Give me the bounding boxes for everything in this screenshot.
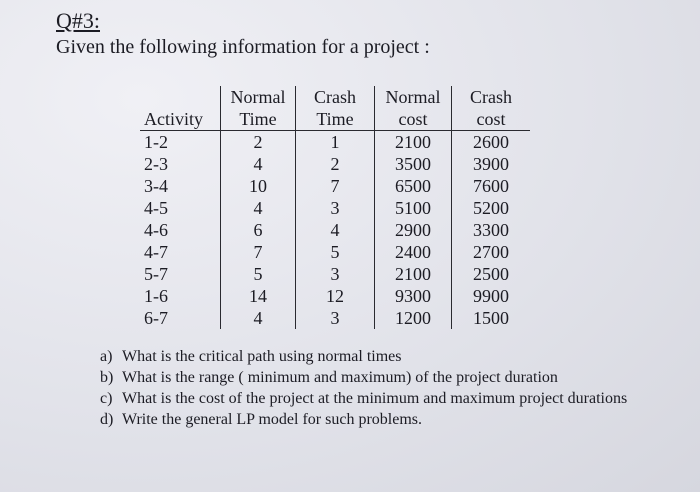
cell-normal-time: 5 bbox=[221, 263, 296, 285]
header-normal-cost: cost bbox=[375, 108, 452, 131]
header-activity: Activity bbox=[140, 108, 221, 131]
question-marker: d) bbox=[100, 411, 114, 428]
cell-normal-cost: 2100 bbox=[375, 131, 452, 154]
question-text: What is the critical path using normal times bbox=[122, 348, 402, 365]
cell-crash-time: 3 bbox=[296, 197, 375, 219]
cell-normal-time: 4 bbox=[221, 307, 296, 329]
table-row bbox=[140, 219, 530, 241]
question-item bbox=[100, 388, 627, 409]
table-row bbox=[140, 307, 530, 329]
cell-crash-time: 1 bbox=[296, 131, 375, 154]
cell-activity: 2-3 bbox=[144, 154, 168, 174]
question-label: Q#3: bbox=[56, 8, 100, 33]
question-marker: c) bbox=[100, 390, 113, 407]
cell-crash-cost: 3900 bbox=[452, 153, 531, 175]
table-row bbox=[140, 241, 530, 263]
header-top-activity bbox=[140, 86, 221, 108]
cell-crash-cost: 5200 bbox=[452, 197, 531, 219]
cell-normal-time: 10 bbox=[221, 175, 296, 197]
cell-activity: 1-6 bbox=[144, 286, 168, 306]
cell-activity: 1-2 bbox=[144, 132, 168, 152]
cell-normal-cost: 6500 bbox=[375, 175, 452, 197]
cell-normal-cost: 9300 bbox=[375, 285, 452, 307]
cell-crash-cost: 2700 bbox=[452, 241, 531, 263]
cell-normal-time: 2 bbox=[221, 131, 296, 154]
table-row bbox=[140, 131, 530, 154]
header-top-normal-time: Normal bbox=[221, 86, 296, 108]
cell-activity: 3-4 bbox=[144, 176, 168, 196]
cell-activity: 4-5 bbox=[144, 198, 168, 218]
cell-crash-cost: 2500 bbox=[452, 263, 531, 285]
cell-activity: 6-7 bbox=[144, 308, 168, 328]
header-top-crash-cost: Crash bbox=[452, 86, 531, 108]
table-header-row-bottom bbox=[140, 108, 530, 131]
question-marker: b) bbox=[100, 369, 114, 386]
cell-normal-cost: 2900 bbox=[375, 219, 452, 241]
cell-crash-time: 4 bbox=[296, 219, 375, 241]
table-body bbox=[140, 131, 530, 330]
table-row bbox=[140, 263, 530, 285]
question-list bbox=[100, 346, 627, 430]
question-text: Write the general LP model for such problems. bbox=[122, 411, 423, 428]
header-normal-time: Time bbox=[221, 108, 296, 131]
question-marker: a) bbox=[100, 348, 113, 365]
cell-crash-time: 2 bbox=[296, 153, 375, 175]
header-top-crash-time: Crash bbox=[296, 86, 375, 108]
cell-normal-cost: 1200 bbox=[375, 307, 452, 329]
cell-crash-time: 3 bbox=[296, 307, 375, 329]
cell-normal-time: 6 bbox=[221, 219, 296, 241]
question-item bbox=[100, 367, 627, 388]
table-row bbox=[140, 175, 530, 197]
cell-normal-cost: 5100 bbox=[375, 197, 452, 219]
cell-normal-cost: 2400 bbox=[375, 241, 452, 263]
question-text: What is the range ( minimum and maximum) of the project duration bbox=[122, 369, 558, 386]
project-table bbox=[140, 86, 530, 329]
cell-crash-time: 7 bbox=[296, 175, 375, 197]
cell-crash-time: 3 bbox=[296, 263, 375, 285]
cell-crash-time: 12 bbox=[296, 285, 375, 307]
header-crash-cost: cost bbox=[452, 108, 531, 131]
cell-normal-time: 4 bbox=[221, 197, 296, 219]
header-crash-time: Time bbox=[296, 108, 375, 131]
table-row bbox=[140, 285, 530, 307]
cell-normal-cost: 2100 bbox=[375, 263, 452, 285]
cell-crash-cost: 1500 bbox=[452, 307, 531, 329]
cell-normal-cost: 3500 bbox=[375, 153, 452, 175]
cell-crash-cost: 7600 bbox=[452, 175, 531, 197]
header-top-normal-cost: Normal bbox=[375, 86, 452, 108]
question-item bbox=[100, 346, 627, 367]
table-row bbox=[140, 197, 530, 219]
cell-normal-time: 7 bbox=[221, 241, 296, 263]
cell-crash-cost: 2600 bbox=[452, 131, 531, 154]
cell-activity: 5-7 bbox=[144, 264, 168, 284]
table-row bbox=[140, 153, 530, 175]
intro-text: Given the following information for a project : bbox=[56, 36, 430, 58]
cell-activity: 4-6 bbox=[144, 220, 168, 240]
cell-normal-time: 4 bbox=[221, 153, 296, 175]
cell-normal-time: 14 bbox=[221, 285, 296, 307]
question-item bbox=[100, 409, 627, 430]
table-header-row-top bbox=[140, 86, 530, 108]
cell-crash-cost: 9900 bbox=[452, 285, 531, 307]
cell-crash-cost: 3300 bbox=[452, 219, 531, 241]
question-text: What is the cost of the project at the minimum and maximum project durations bbox=[122, 390, 628, 407]
cell-activity: 4-7 bbox=[144, 242, 168, 262]
cell-crash-time: 5 bbox=[296, 241, 375, 263]
